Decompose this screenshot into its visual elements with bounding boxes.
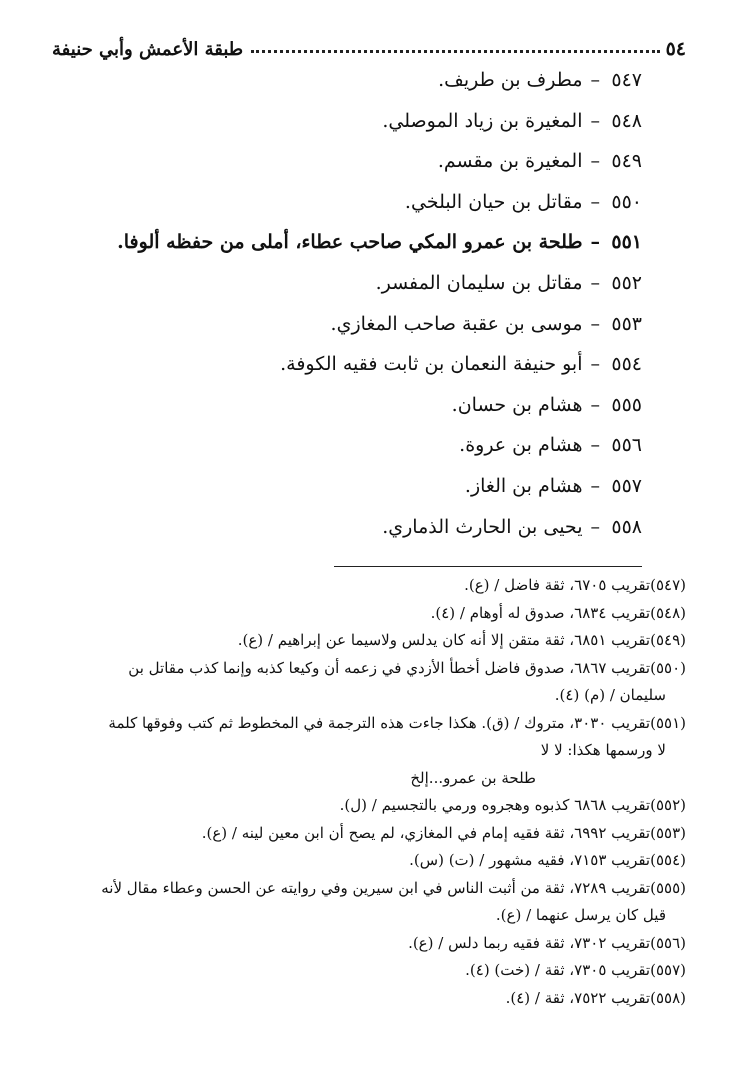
list-item: ٥٥٧–هشام بن الغاز. — [40, 466, 642, 507]
entry-text: مقاتل بن سليمان المفسر. — [375, 271, 583, 294]
entry-text: هشام بن الغاز. — [464, 474, 583, 497]
list-item: ٥٥٣–موسى بن عقبة صاحب المغازي. — [40, 304, 642, 345]
narrator-list — [40, 60, 642, 547]
entry-text: طلحة بن عمرو المكي صاحب عطاء، أملى من حفظه ألوفا. — [117, 231, 583, 254]
footnote-text: تقريب ٦٨٥١، ثقة متقن إلا أنه كان يدلس ولاسيما عن إبراهيم / (ع). — [237, 631, 651, 649]
entry-number: ٥٥١ — [611, 231, 642, 254]
entry-text: هشام بن حسان. — [451, 393, 583, 416]
entry-text: هشام بن عروة. — [459, 434, 583, 457]
footnote-text: تقريب ٧٥٢٢، ثقة / (٤). — [505, 988, 651, 1007]
entry-text: المغيرة بن مقسم. — [437, 150, 583, 173]
list-item: ٥٥٦–هشام بن عروة. — [40, 425, 642, 466]
footnote-number: (٥٥٣) — [650, 823, 686, 842]
footnote-text: تقريب ٦٨٣٤، صدوق له أوهام / (٤). — [430, 603, 651, 622]
footnote-number: (٥٥٨) — [650, 988, 686, 1007]
footnote-number: (٥٥٧) — [650, 961, 686, 979]
footnote — [46, 710, 686, 765]
footnote-number: (٥٤٧) — [650, 576, 686, 594]
entry-text: يحيى بن الحارث الذماري. — [382, 515, 583, 538]
entry-number: ٥٤٩ — [611, 150, 642, 173]
list-item: ٥٤٩–المغيرة بن مقسم. — [40, 141, 642, 182]
list-item: ٥٤٧–مطرف بن طريف. — [40, 60, 642, 101]
header-dot-leader — [251, 49, 659, 53]
list-item: ٥٥٢–مقاتل بن سليمان المفسر. — [40, 263, 642, 304]
footnote-number: (٥٤٨) — [650, 603, 686, 622]
footnote — [46, 875, 686, 930]
footnote — [46, 847, 686, 875]
page-number: ٥٤ — [665, 38, 686, 60]
footnote-text: تقريب ٦٧٠٥، ثقة فاضل / (ع). — [464, 576, 651, 594]
list-item: ٥٥٠–مقاتل بن حيان البلخي. — [40, 182, 642, 223]
footnote — [46, 930, 686, 958]
footnote-number: (٥٥١) — [650, 713, 686, 732]
entry-number: ٥٤٧ — [611, 69, 642, 91]
footnote-text: تقريب ٧٣٠٢، ثقة فقيه ربما دلس / (ع). — [408, 933, 651, 952]
footnote — [46, 655, 686, 710]
entry-number: ٥٥٧ — [611, 474, 642, 497]
footnote-number: (٥٥٤) — [650, 851, 686, 869]
footnote — [46, 820, 686, 848]
footnote-separator — [334, 566, 642, 567]
footnote-continuation: سليمان / (م) (٤). — [554, 686, 666, 704]
entry-text: المغيرة بن زياد الموصلي. — [382, 109, 583, 132]
footnote-continuation: قيل كان يرسل عنهما / (ع). — [495, 906, 666, 924]
footnote-continuation: لا ورسمها هكذا: لا لا — [540, 741, 666, 759]
footnote-text: تقريب ٧٣٠٥، ثقة / (خت) (٤). — [465, 961, 651, 979]
footnote-text: تقريب ٦٨٦٧، صدوق فاضل أخطأ الأزدي في زعمه أن وكيعا كذبه وإنما كذب مقاتل بن — [128, 658, 651, 677]
header-title: طبقة الأعمش وأبي حنيفة — [52, 39, 244, 60]
entry-number: ٥٥٢ — [611, 271, 642, 294]
entry-number: ٥٥٠ — [611, 190, 642, 213]
footnote-text: تقريب ٧٢٨٩، ثقة من أثبت الناس في ابن سيرين وفي روايته عن الحسن وعطاء مقال لأنه — [101, 878, 651, 897]
entry-text: موسى بن عقبة صاحب المغازي. — [330, 312, 583, 335]
footnote — [46, 792, 686, 820]
footnote-text: تقريب ٣٠٣٠، متروك / (ق). هكذا جاءت هذه الترجمة في المخطوط ثم كتب وفوقها كلمة — [108, 713, 651, 732]
entry-number: ٥٥٤ — [611, 353, 642, 376]
entry-text: مطرف بن طريف. — [438, 69, 583, 91]
entry-text: مقاتل بن حيان البلخي. — [404, 190, 583, 213]
entry-text: أبو حنيفة النعمان بن ثابت فقيه الكوفة. — [280, 353, 583, 376]
footnote-text: تقريب ٦٩٩٢، ثقة فقيه إمام في المغازي، لم يصح أن ابن معين لينه / (ع). — [201, 823, 651, 842]
footnotes — [46, 572, 686, 1012]
list-item: ٥٤٨–المغيرة بن زياد الموصلي. — [40, 101, 642, 142]
list-item: ٥٥٥–هشام بن حسان. — [40, 385, 642, 426]
entry-number: ٥٥٦ — [611, 434, 642, 457]
footnote-text: طلحة بن عمرو...إلخ — [410, 768, 536, 787]
footnote-number: (٥٥٦) — [650, 933, 686, 952]
footnote-number: (٥٤٩) — [650, 631, 686, 649]
entry-number: ٥٤٨ — [611, 109, 642, 132]
footnote — [46, 600, 686, 628]
footnote-text: تقريب ٦٨٦٨ كذبوه وهجروه ورمي بالتجسيم / (ل). — [339, 796, 651, 814]
entry-number: ٥٥٥ — [611, 393, 642, 416]
footnote-quote — [46, 765, 686, 793]
list-item: ٥٥٤–أبو حنيفة النعمان بن ثابت فقيه الكوفة. — [40, 344, 642, 385]
footnote — [46, 572, 686, 600]
footnote-number: (٥٥٢) — [650, 796, 686, 814]
footnote-number: (٥٥٥) — [650, 878, 686, 897]
list-item: ٥٥٨–يحيى بن الحارث الذماري. — [40, 507, 642, 548]
footnote — [46, 985, 686, 1013]
running-header — [52, 30, 686, 60]
footnote-text: تقريب ٧١٥٣، فقيه مشهور / (ت) (س). — [409, 851, 651, 869]
entry-number: ٥٥٣ — [611, 312, 642, 335]
list-item: ٥٥١–طلحة بن عمرو المكي صاحب عطاء، أملى من حفظه ألوفا. — [40, 222, 642, 263]
footnote — [46, 627, 686, 655]
footnote-number: (٥٥٠) — [650, 658, 686, 677]
footnote — [46, 957, 686, 985]
entry-number: ٥٥٨ — [611, 515, 642, 538]
